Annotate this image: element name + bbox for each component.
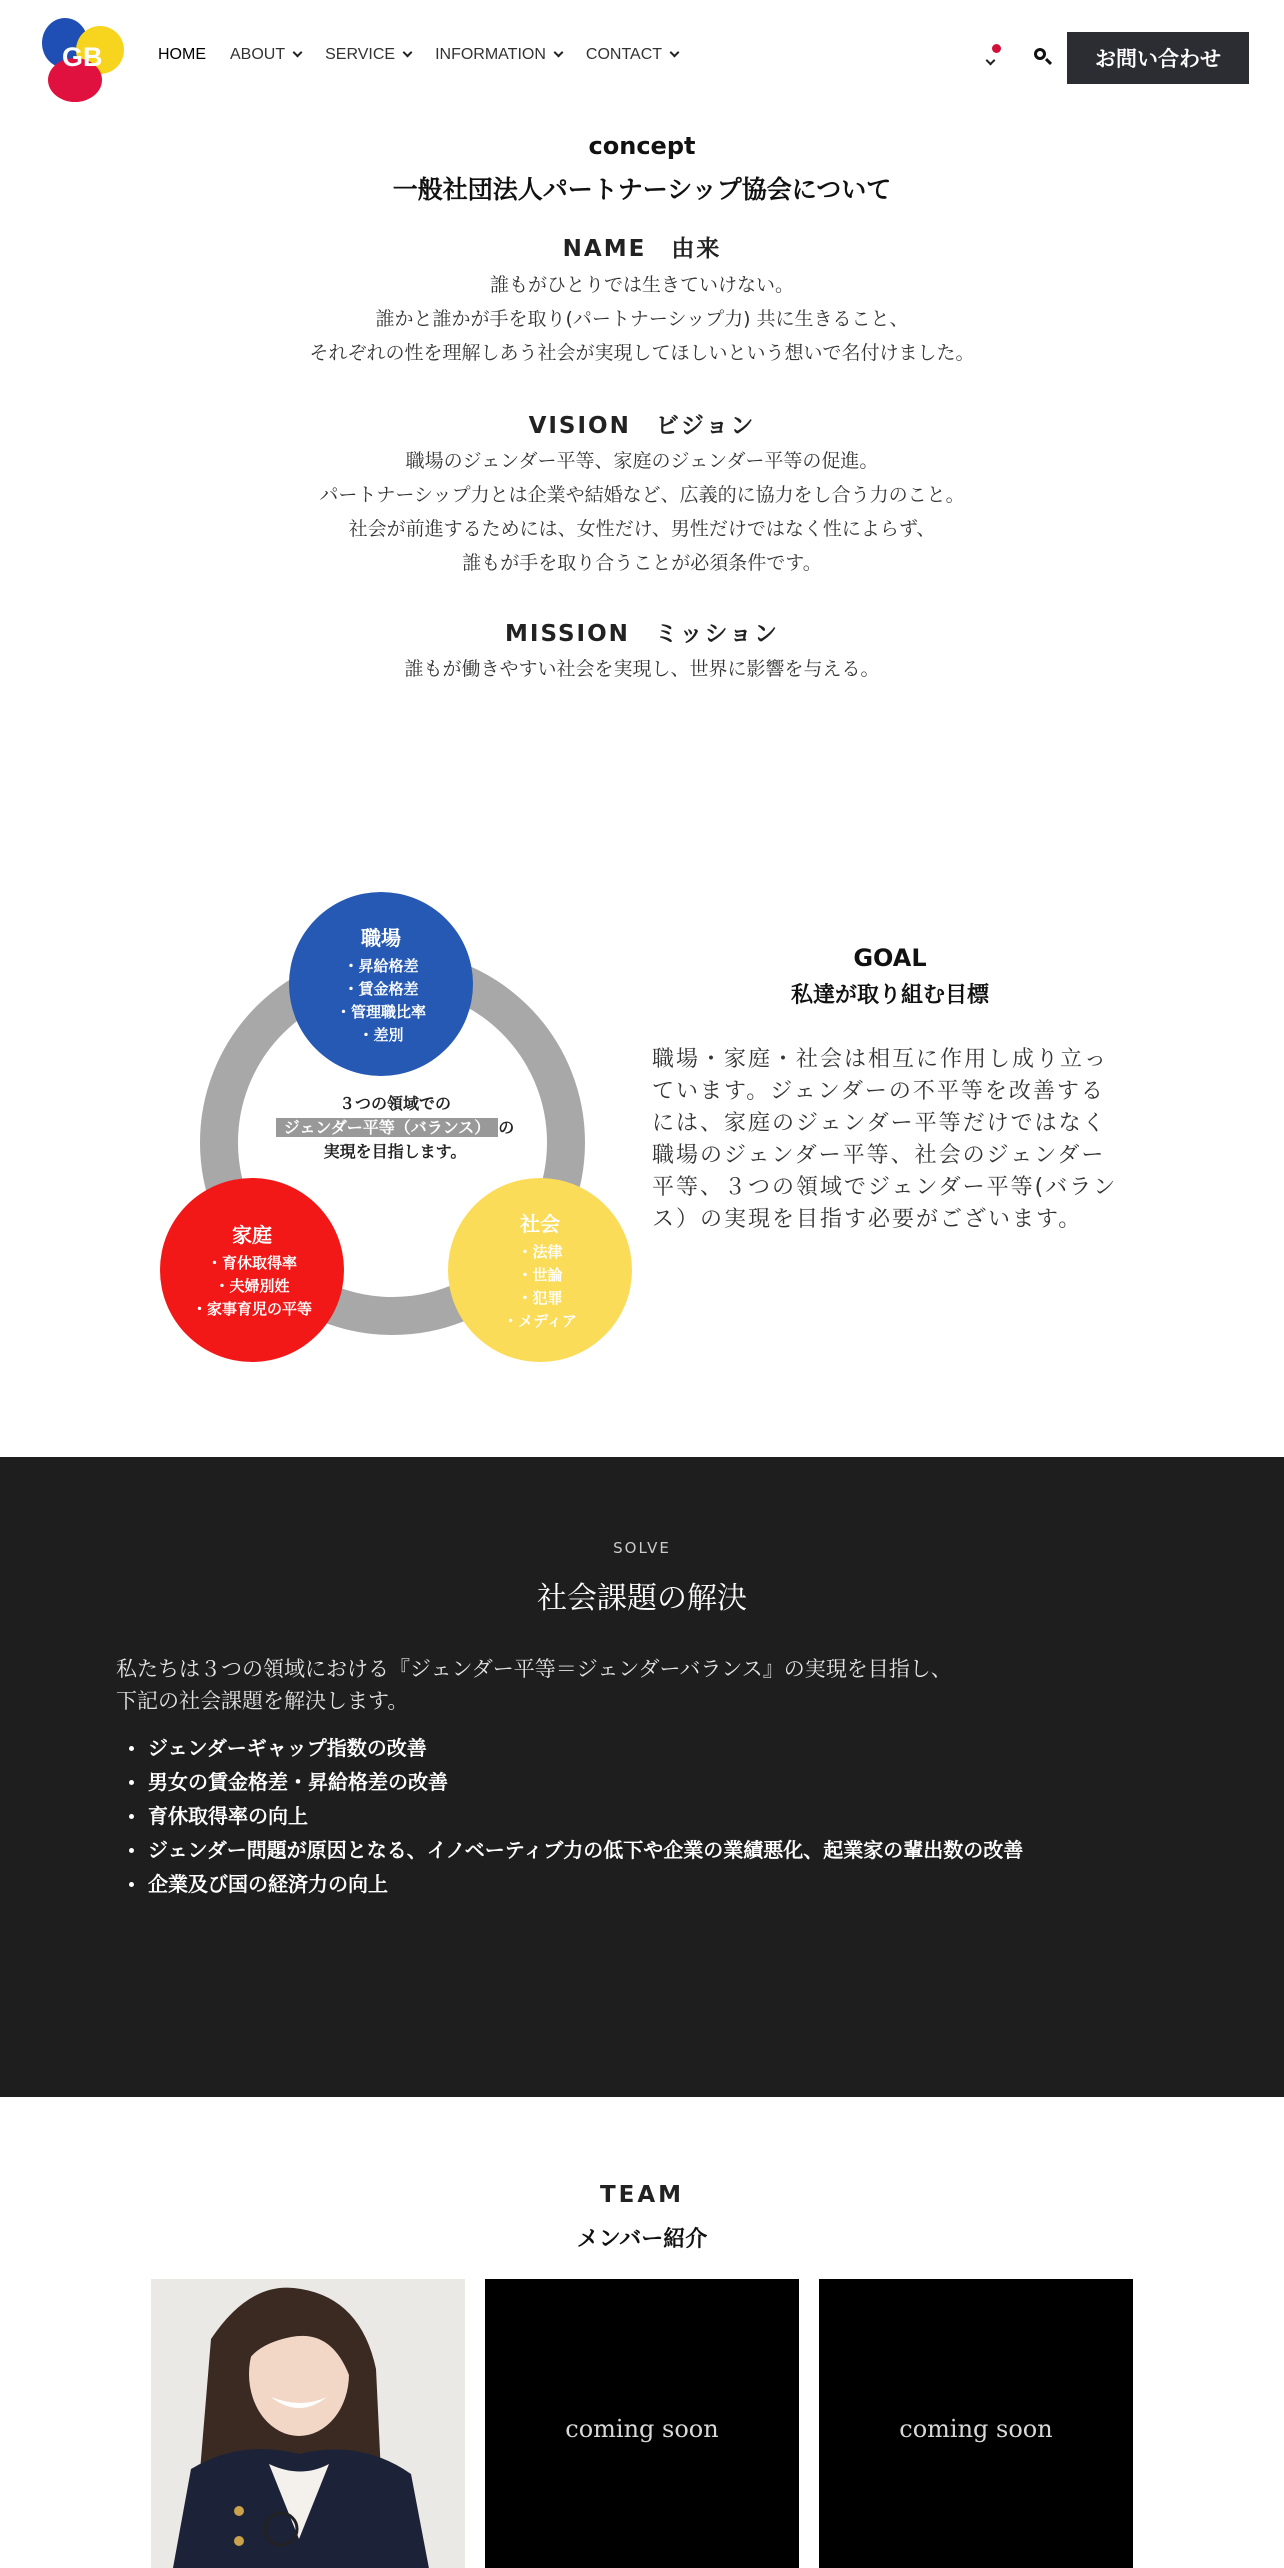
workplace-item: ・管理職比率 — [335, 1002, 426, 1021]
language-flag-icon — [992, 44, 1001, 53]
list-item: 企業及び国の経済力の向上 — [126, 1867, 1023, 1901]
nav-contact-label: CONTACT — [585, 46, 663, 63]
concept-label: concept — [588, 132, 696, 160]
solve-intro-line: 私たちは３つの領域における『ジェンダー平等＝ジェンダーバランス』の実現を目指し、 — [116, 1657, 952, 1681]
member-photo — [151, 2279, 465, 2568]
chevron-down-icon — [553, 48, 563, 58]
solve-intro-line: 下記の社会課題を解決します。 — [116, 1689, 409, 1713]
logo[interactable] — [40, 16, 126, 104]
chevron-down-icon — [403, 48, 413, 58]
home-circle — [160, 1178, 344, 1362]
solve-intro — [116, 1653, 1116, 1717]
goal-title: 私達が取り組む目標 — [790, 983, 989, 1008]
society-circle — [448, 1178, 632, 1362]
solve-section — [0, 1457, 1284, 2097]
workplace-title: 職場 — [361, 925, 401, 950]
three-domain-diagram — [150, 880, 650, 1380]
nav-contact[interactable] — [586, 46, 678, 64]
site-header — [0, 0, 1284, 118]
logo-text: GB — [62, 42, 103, 72]
workplace-item: ・賃金格差 — [343, 979, 419, 998]
list-item: ジェンダー問題が原因となる、イノベーティブ力の低下や企業の業績悪化、起業家の輩出数の改善 — [126, 1833, 1023, 1867]
nav-service-label: SERVICE — [325, 46, 396, 63]
coming-soon-text: coming soon — [565, 2415, 719, 2443]
nav-information[interactable] — [435, 46, 562, 64]
center-suffix: の — [498, 1118, 515, 1137]
list-item: ジェンダーギャップ指数の改善 — [126, 1731, 1023, 1765]
vision-line: 社会が前進するためには、女性だけ、男性だけではなく性によらず、 — [348, 518, 936, 540]
name-line: 誰かと誰かが手を取り(パートナーシップ力) 共に生きること、 — [375, 308, 909, 330]
chevron-down-icon — [670, 48, 680, 58]
mission-body — [0, 652, 1284, 686]
society-item: ・犯罪 — [517, 1288, 563, 1307]
center-highlight: ジェンダー平等（バランス） — [276, 1118, 499, 1137]
nav-about[interactable] — [230, 46, 301, 64]
name-line: それぞれの性を理解しあう社会が実現してほしいという想いで名付けました。 — [309, 342, 975, 364]
workplace-item: ・昇給格差 — [343, 956, 419, 975]
vision-heading: VISION ビジョン — [528, 413, 756, 439]
nav-service[interactable] — [325, 46, 411, 64]
solve-label: SOLVE — [613, 1539, 671, 1557]
main-nav — [158, 46, 702, 64]
vision-line: パートナーシップ力とは企業や結婚など、広義的に協力をし合う力のこと。 — [319, 484, 965, 506]
society-item: ・世論 — [517, 1265, 563, 1284]
team-title: メンバー紹介 — [576, 2227, 708, 2252]
team-label: TEAM — [599, 2182, 685, 2208]
home-item: ・家事育児の平等 — [191, 1300, 312, 1318]
home-item: ・育休取得率 — [206, 1254, 297, 1272]
home-title: 家庭 — [232, 1223, 272, 1247]
home-item: ・夫婦別姓 — [214, 1277, 290, 1295]
member-card-coming-soon[interactable] — [485, 2279, 799, 2568]
nav-information-label: INFORMATION — [435, 46, 546, 63]
nav-about-label: ABOUT — [230, 46, 286, 63]
search-icon-ring — [1034, 48, 1046, 60]
society-item: ・法律 — [517, 1242, 563, 1261]
search-icon-handle — [1045, 58, 1052, 65]
name-body — [0, 268, 1284, 370]
center-line: ３つの領域での — [338, 1094, 451, 1113]
solve-title: 社会課題の解決 — [537, 1581, 747, 1616]
nav-home-label: HOME — [158, 46, 206, 63]
center-line — [250, 1116, 540, 1140]
chevron-down-icon — [293, 48, 303, 58]
coming-soon-text: coming soon — [899, 2415, 1053, 2443]
goal-body: 職場・家庭・社会は相互に作用し成り立っています。ジェンダーの不平等を改善するには、家庭のジェンダー平等だけではなく職場のジェンダー平等、社会のジェンダー平等、３つの領域でジェンダー平等(バランス）の実現を目指す必要がございます。 — [652, 1047, 1118, 1232]
diagram-center-text — [250, 1092, 540, 1164]
goal-label: GOAL — [853, 944, 927, 972]
contact-button[interactable]: お問い合わせ — [1067, 32, 1249, 84]
member-card-coming-soon[interactable] — [819, 2279, 1133, 2568]
vision-line: 職場のジェンダー平等、家庭のジェンダー平等の促進。 — [405, 450, 879, 472]
name-line: 誰もがひとりでは生きていけない。 — [489, 274, 794, 296]
member-card-photo[interactable] — [151, 2279, 465, 2568]
concept-title: 一般社団法人パートナーシップ協会について — [392, 175, 892, 204]
center-line: 実現を目指します。 — [323, 1142, 467, 1161]
workplace-item: ・差別 — [358, 1025, 404, 1044]
workplace-circle — [289, 892, 473, 1076]
language-switcher[interactable] — [984, 44, 1000, 72]
list-item: 男女の賃金格差・昇給格差の改善 — [126, 1765, 1023, 1799]
mission-heading: MISSION ミッション — [505, 621, 779, 647]
nav-home[interactable] — [158, 46, 206, 64]
vision-body — [0, 444, 1284, 580]
mission-line: 誰もが働きやすい社会を実現し、世界に影響を与える。 — [404, 658, 880, 680]
solve-list — [126, 1731, 1023, 1901]
search-icon[interactable] — [1034, 48, 1052, 66]
society-title: 社会 — [520, 1211, 560, 1236]
vision-line: 誰もが手を取り合うことが必須条件です。 — [462, 552, 822, 574]
society-item: ・メディア — [503, 1311, 577, 1330]
name-heading: NAME 由来 — [562, 236, 722, 262]
list-item: 育休取得率の向上 — [126, 1799, 1023, 1833]
chevron-down-icon — [986, 56, 996, 66]
